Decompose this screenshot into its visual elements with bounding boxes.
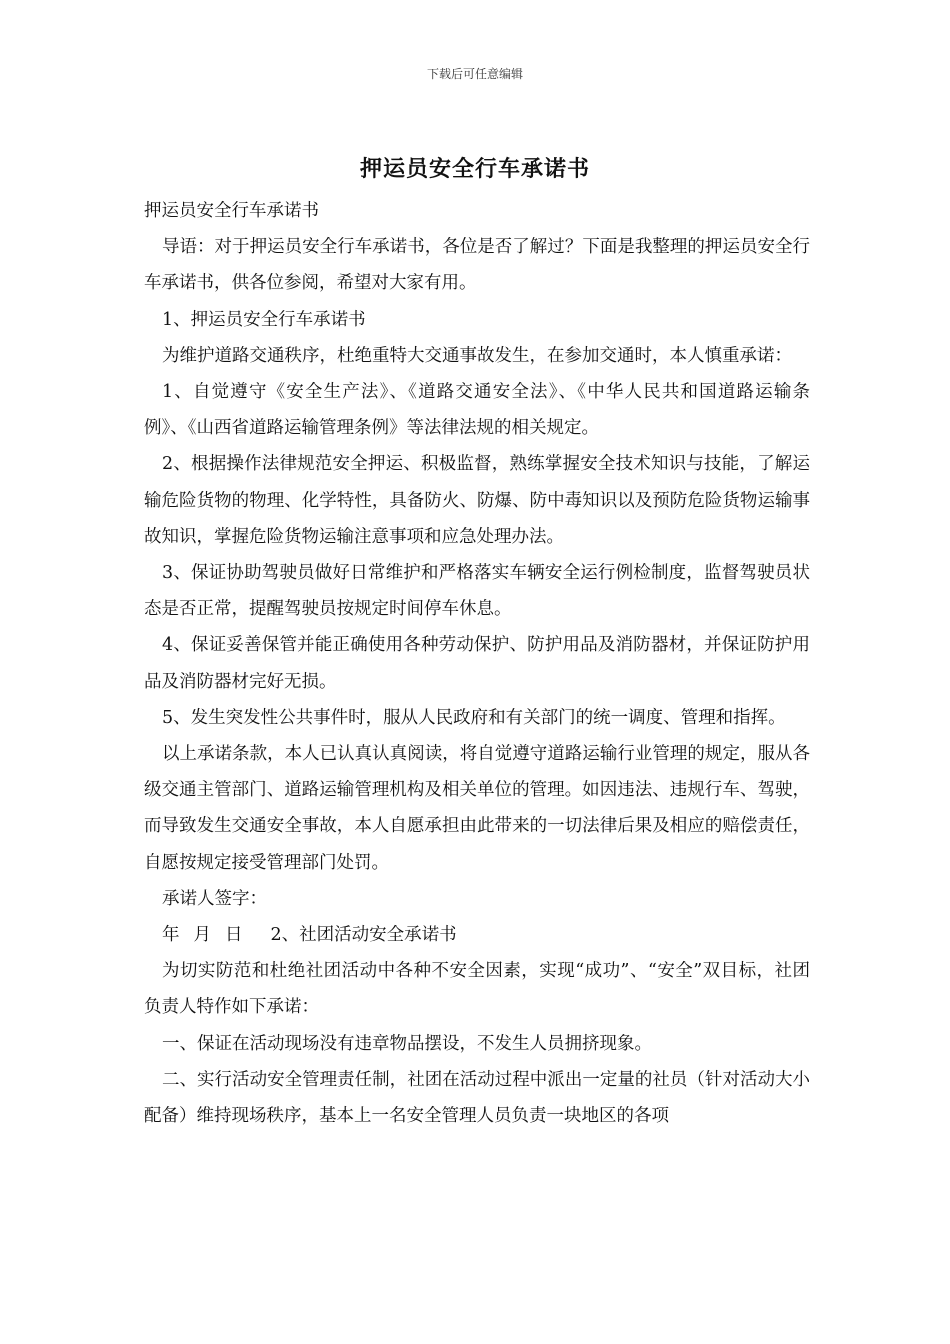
section-heading-1: 1、押运员安全行车承诺书	[162, 309, 366, 330]
commitment-item-two: 二、实行活动安全管理责任制，社团在活动过程中派出一定量的社员（针对活动大小配备）维持现场秩序，基本上一名安全管理人员负责一块地区的各项	[144, 1069, 810, 1127]
paragraph: 为维护道路交通秩序，杜绝重特大交通事故发生，在参加交通时，本人慎重承诺：	[162, 345, 792, 366]
paragraph-intro: 导语：对于押运员安全行车承诺书，各位是否了解过？下面是我整理的押运员安全行车承诺书，供各位参阅，希望对大家有用。	[144, 237, 810, 294]
date-day: 日	[225, 925, 243, 946]
page-header-note: 下载后可任意编辑	[426, 67, 523, 81]
date-year: 年	[162, 925, 180, 946]
paragraph: 为切实防范和杜绝社团活动中各种不安全因素，实现“成功”、“安全”双目标，社团负责人特作如下承诺：	[144, 961, 810, 1018]
paragraph-conclusion: 以上承诺条款，本人已认真认真阅读，将自觉遵守道路运输行业管理的规定，服从各级交通主管部门、道路运输管理机构及相关单位的管理。如因违法、违规行车、驾驶，而导致发生交通安全事故，本人自愿承担由此带来的一切法律后果及相应的赔偿责任，自愿按规定接受管理部门处罚。	[144, 744, 810, 873]
section-heading-2: 2、社团活动安全承诺书	[270, 925, 457, 946]
paragraph-subtitle: 押运员安全行车承诺书	[144, 201, 319, 221]
commitment-item-one: 一、保证在活动现场没有违章物品摆设，不发生人员拥挤现象。	[162, 1033, 652, 1054]
commitment-item-2: 2、根据操作法律规范安全押运、积极监督，熟练掌握安全技术知识与技能，了解运输危险货物的物理、化学特性，具备防火、防爆、防中毒知识以及预防危险货物运输事故知识，掌握危险货物运输注意事项和应急处理办法。	[144, 454, 810, 547]
commitment-item-1: 1、自觉遵守《安全生产法》、《道路交通安全法》、《中华人民共和国道路运输条例》、《山西省道路运输管理条例》等法律法规的相关规定。	[144, 382, 810, 439]
document-body	[144, 193, 810, 1134]
date-month: 月	[193, 925, 211, 946]
date-line	[144, 917, 810, 953]
commitment-item-4: 4、保证妥善保管并能正确使用各种劳动保护、防护用品及消防器材，并保证防护用品及消防器材完好无损。	[144, 635, 810, 692]
commitment-item-3: 3、保证协助驾驶员做好日常维护和严格落实车辆安全运行例检制度，监督驾驶员状态是否正常，提醒驾驶员按规定时间停车休息。	[144, 563, 810, 620]
commitment-item-5: 5、发生突发性公共事件时，服从人民政府和有关部门的统一调度、管理和指挥。	[162, 707, 786, 728]
document-title: 押运员安全行车承诺书	[359, 156, 590, 182]
signature-line: 承诺人签字：	[162, 888, 267, 909]
